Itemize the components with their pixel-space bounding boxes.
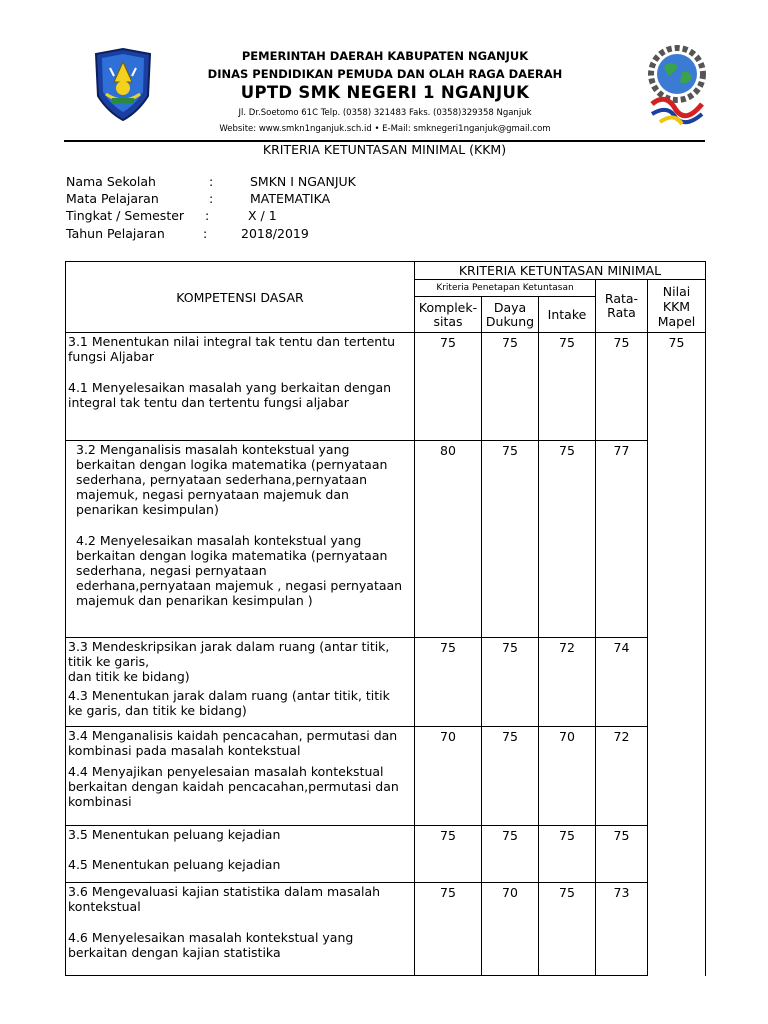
kd-text: berkaitan dengan kaidah pencacahan,permutasi dan bbox=[68, 779, 399, 794]
info-label-school: Nama Sekolah bbox=[66, 174, 156, 189]
header-contact: Website: www.smkn1nganjuk.sch.id • E-Mail: smknegeri1nganjuk@gmail.com bbox=[219, 124, 551, 134]
kd-cell bbox=[66, 727, 415, 826]
header-nilai-line1: Nilai bbox=[662, 283, 691, 299]
kd-text: 4.5 Menentukan peluang kejadian bbox=[68, 857, 281, 872]
cell-kompleksitas: 75 bbox=[415, 333, 482, 441]
info-sep: : bbox=[209, 191, 214, 206]
header-address: Jl. Dr.Soetomo 61C Telp. (0358) 321483 Faks. (0358)329358 Nganjuk bbox=[238, 108, 532, 118]
header-kompetensi-dasar: KOMPETENSI DASAR bbox=[66, 262, 415, 333]
header-department-line: DINAS PENDIDIKAN PEMUDA DAN OLAH RAGA DAERAH bbox=[207, 67, 563, 81]
kd-text: 4.3 Menentukan jarak dalam ruang (antar titik, titik bbox=[68, 688, 390, 703]
kd-cell bbox=[66, 883, 415, 976]
header-rata-line1: Rata- bbox=[604, 291, 639, 306]
kd-text: dan titik ke bidang) bbox=[68, 669, 190, 684]
header-daya-line2: Dukung bbox=[485, 313, 535, 329]
cell-daya-dukung: 75 bbox=[482, 826, 539, 883]
info-value-school: SMKN I NGANJUK bbox=[250, 174, 356, 189]
info-value-year: 2018/2019 bbox=[241, 226, 309, 241]
kd-text: 4.2 Menyelesaikan masalah kontekstual yang bbox=[76, 533, 362, 548]
kd-text: berkaitan dengan kajian statistika bbox=[68, 945, 281, 960]
cell-daya-dukung: 75 bbox=[482, 638, 539, 727]
cell-intake: 75 bbox=[539, 333, 596, 441]
info-label-subject: Mata Pelajaran bbox=[66, 191, 159, 206]
cell-kompleksitas: 75 bbox=[415, 638, 482, 727]
cell-rata-rata: 74 bbox=[596, 638, 648, 727]
header-komplek-line2: sitas bbox=[433, 313, 463, 329]
cell-rata-rata: 75 bbox=[596, 333, 648, 441]
header-intake: Intake bbox=[539, 297, 596, 333]
kd-text: 4.6 Menyelesaikan masalah kontekstual yang bbox=[68, 930, 354, 945]
smk-nganjuk-logo bbox=[646, 44, 708, 130]
kd-text: berkaitan dengan logika matematika (pernyataan bbox=[76, 548, 388, 563]
kd-text: 4.1 Menyelesaikan masalah yang berkaitan dengan bbox=[68, 380, 392, 395]
kd-cell bbox=[66, 333, 415, 441]
kd-text: berkaitan dengan logika matematika (pernyataan bbox=[76, 457, 388, 472]
header-nilai-line3: Mapel bbox=[657, 313, 696, 329]
cell-rata-rata: 77 bbox=[596, 441, 648, 638]
table-row bbox=[66, 727, 706, 826]
document-title: KRITERIA KETUNTASAN MINIMAL (KKM) bbox=[262, 142, 507, 157]
cell-daya-dukung: 75 bbox=[482, 727, 539, 826]
header-daya-line1: Daya bbox=[493, 299, 527, 315]
header-daya-dukung bbox=[482, 297, 539, 333]
cell-rata-rata: 72 bbox=[596, 727, 648, 826]
kd-text: titik ke garis, bbox=[68, 654, 150, 669]
header-kriteria-ketuntasan: KRITERIA KETUNTASAN MINIMAL bbox=[415, 262, 706, 280]
cell-kompleksitas: 75 bbox=[415, 883, 482, 976]
kd-text: penarikan kesimpulan) bbox=[76, 502, 219, 517]
header-komplek-line1: Komplek- bbox=[418, 299, 478, 315]
kd-text: majemuk dan penarikan kesimpulan ) bbox=[76, 593, 313, 608]
header-government-line: PEMERINTAH DAERAH KABUPATEN NGANJUK bbox=[241, 49, 529, 63]
table-row bbox=[66, 883, 706, 976]
kd-text: kombinasi pada masalah kontekstual bbox=[68, 743, 301, 758]
info-value-level: X / 1 bbox=[248, 208, 277, 223]
cell-kompleksitas: 80 bbox=[415, 441, 482, 638]
kd-cell bbox=[66, 638, 415, 727]
header-rata-rata bbox=[596, 280, 648, 333]
info-sep: : bbox=[205, 208, 210, 223]
kd-cell bbox=[66, 826, 415, 883]
table-row bbox=[66, 638, 706, 727]
kd-text: sederhana, pernyataan sederhana,pernyataan bbox=[76, 472, 368, 487]
cell-rata-rata: 75 bbox=[596, 826, 648, 883]
kd-text: 3.6 Mengevaluasi kajian statistika dalam masalah bbox=[68, 884, 381, 899]
info-sep: : bbox=[209, 174, 214, 189]
info-label-year: Tahun Pelajaran bbox=[66, 226, 165, 241]
kd-text: fungsi Aljabar bbox=[68, 349, 155, 364]
header-nilai-kkm-mapel bbox=[648, 280, 706, 333]
kd-text: 4.4 Menyajikan penyelesaian masalah kontekstual bbox=[68, 764, 384, 779]
kabupaten-nganjuk-emblem bbox=[92, 48, 154, 122]
cell-intake: 75 bbox=[539, 883, 596, 976]
header-kompleksitas bbox=[415, 297, 482, 333]
cell-intake: 75 bbox=[539, 441, 596, 638]
kd-cell bbox=[66, 441, 415, 638]
kd-text: 3.3 Mendeskripsikan jarak dalam ruang (antar titik, bbox=[68, 639, 390, 654]
cell-daya-dukung: 70 bbox=[482, 883, 539, 976]
kd-text: kontekstual bbox=[68, 899, 141, 914]
header-rata-line2: Rata bbox=[607, 305, 636, 320]
cell-kompleksitas: 75 bbox=[415, 826, 482, 883]
kd-text: majemuk, negasi pernyataan majemuk dan bbox=[76, 487, 349, 502]
kd-text: ederhana,pernyataan majemuk , negasi pernyataan bbox=[76, 578, 403, 593]
cell-nilai-kkm: 75 bbox=[648, 333, 706, 976]
cell-daya-dukung: 75 bbox=[482, 441, 539, 638]
cell-daya-dukung: 75 bbox=[482, 333, 539, 441]
cell-intake: 72 bbox=[539, 638, 596, 727]
info-label-level: Tingkat / Semester bbox=[66, 208, 185, 223]
info-sep: : bbox=[203, 226, 208, 241]
cell-intake: 75 bbox=[539, 826, 596, 883]
table-row bbox=[66, 441, 706, 638]
header-kriteria-penetapan: Kriteria Penetapan Ketuntasan bbox=[415, 280, 596, 297]
header-nilai-line2: KKM bbox=[662, 298, 691, 314]
kd-text: 3.2 Menganalisis masalah kontekstual yang bbox=[76, 442, 350, 457]
kd-text: 3.1 Menentukan nilai integral tak tentu dan tertentu bbox=[68, 334, 396, 349]
cell-kompleksitas: 70 bbox=[415, 727, 482, 826]
kd-text: sederhana, negasi pernyataan bbox=[76, 563, 267, 578]
kd-text: integral tak tentu dan tertentu fungsi aljabar bbox=[68, 395, 349, 410]
kd-text: 3.5 Menentukan peluang kejadian bbox=[68, 827, 281, 842]
kkm-table bbox=[65, 261, 706, 976]
cell-rata-rata: 73 bbox=[596, 883, 648, 976]
kd-text: kombinasi bbox=[68, 794, 132, 809]
kd-text: 3.4 Menganalisis kaidah pencacahan, permutasi dan bbox=[68, 728, 398, 743]
table-row bbox=[66, 333, 706, 441]
header-school-name: UPTD SMK NEGERI 1 NGANJUK bbox=[240, 83, 530, 102]
table-row bbox=[66, 826, 706, 883]
kd-text: ke garis, dan titik ke bidang) bbox=[68, 703, 247, 718]
cell-intake: 70 bbox=[539, 727, 596, 826]
info-value-subject: MATEMATIKA bbox=[250, 191, 331, 206]
